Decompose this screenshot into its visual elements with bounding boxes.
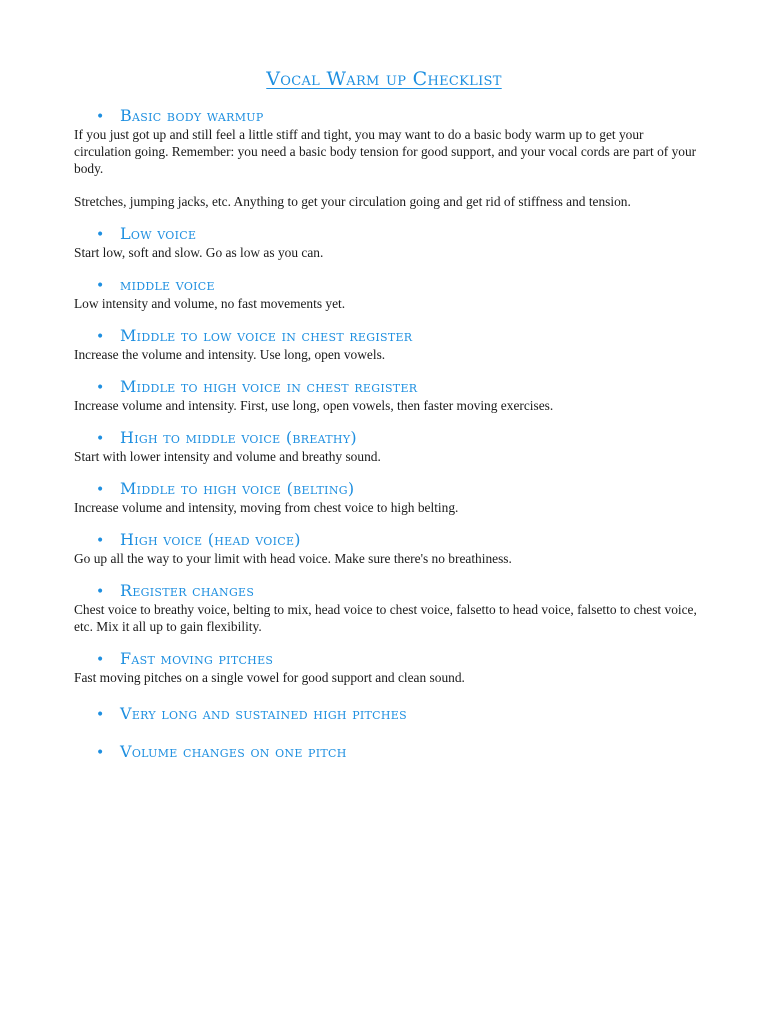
section-paragraph: Fast moving pitches on a single vowel for good support and clean sound. <box>74 670 465 685</box>
bullet-icon: • <box>96 707 105 723</box>
checklist-section-low-voice <box>74 224 704 261</box>
bullet-icon: • <box>96 329 105 345</box>
section-heading <box>96 106 704 126</box>
section-heading <box>96 649 704 669</box>
section-heading <box>96 224 704 244</box>
bullet-icon: • <box>96 227 105 243</box>
bullet-icon: • <box>96 431 105 447</box>
document-title: Vocal Warm up Checklist <box>266 68 502 90</box>
section-heading <box>96 742 704 762</box>
section-heading <box>96 326 704 346</box>
section-heading <box>96 581 704 601</box>
checklist-section-volume-changes <box>74 742 704 762</box>
bullet-icon: • <box>96 652 105 668</box>
section-paragraph: Go up all the way to your limit with head voice. Make sure there's no breathiness. <box>74 551 512 566</box>
checklist <box>74 106 704 762</box>
section-paragraph: Stretches, jumping jacks, etc. Anything to get your circulation going and get rid of stiffness and tension. <box>74 194 631 209</box>
bullet-icon: • <box>96 584 105 600</box>
checklist-section-fast-moving-pitches <box>74 649 704 686</box>
section-heading <box>96 530 704 550</box>
section-heading <box>96 275 704 295</box>
section-paragraph: Start low, soft and slow. Go as low as you can. <box>74 245 324 260</box>
checklist-section-middle-to-high-chest <box>74 377 704 414</box>
section-heading-text: High to middle voice (breathy) <box>120 428 357 447</box>
section-heading-text: Very long and sustained high pitches <box>120 704 407 723</box>
checklist-section-high-to-middle-breathy <box>74 428 704 465</box>
bullet-icon: • <box>96 278 105 294</box>
bullet-icon: • <box>96 533 105 549</box>
checklist-section-basic-body-warmup <box>74 106 704 210</box>
section-paragraph: Increase the volume and intensity. Use long, open vowels. <box>74 347 386 362</box>
bullet-icon: • <box>96 745 105 761</box>
checklist-section-register-changes <box>74 581 704 635</box>
section-heading-text: Low voice <box>120 224 197 243</box>
bullet-icon: • <box>96 482 105 498</box>
section-heading-text: Middle to high voice in chest register <box>120 377 418 396</box>
section-heading <box>96 377 704 397</box>
checklist-section-middle-to-high-belting <box>74 479 704 516</box>
bullet-icon: • <box>96 109 105 125</box>
checklist-section-middle-voice <box>74 275 704 312</box>
section-paragraph: Increase volume and intensity. First, use long, open vowels, then faster moving exercises. <box>74 398 554 413</box>
section-heading-text: middle voice <box>120 275 215 294</box>
section-heading-text: Middle to high voice (belting) <box>120 479 355 498</box>
checklist-section-high-voice-head <box>74 530 704 567</box>
section-paragraph: Start with lower intensity and volume and breathy sound. <box>74 449 381 464</box>
section-paragraph: Low intensity and volume, no fast movements yet. <box>74 296 346 311</box>
section-heading-text: High voice (head voice) <box>120 530 301 549</box>
checklist-section-middle-to-low-chest <box>74 326 704 363</box>
section-heading-text: Basic body warmup <box>120 106 264 125</box>
bullet-icon: • <box>96 380 105 396</box>
section-heading-text: Register changes <box>120 581 255 600</box>
section-heading <box>96 704 704 724</box>
section-heading <box>96 428 704 448</box>
section-heading-text: Volume changes on one pitch <box>120 742 347 761</box>
section-paragraph: If you just got up and still feel a little stiff and tight, you may want to do a basic body warm up to get your circulation going. Remember: you need a basic body tension for good support, and your vocal cords are part of your body. <box>74 127 697 176</box>
checklist-section-sustained-high-pitches <box>74 704 704 724</box>
section-heading <box>96 479 704 499</box>
section-heading-text: Middle to low voice in chest register <box>120 326 413 345</box>
section-heading-text: Fast moving pitches <box>120 649 274 668</box>
section-paragraph: Increase volume and intensity, moving from chest voice to high belting. <box>74 500 459 515</box>
section-paragraph: Chest voice to breathy voice, belting to mix, head voice to chest voice, falsetto to head voice, falsetto to chest voice, etc. Mix it all up to gain flexibility. <box>74 602 697 634</box>
